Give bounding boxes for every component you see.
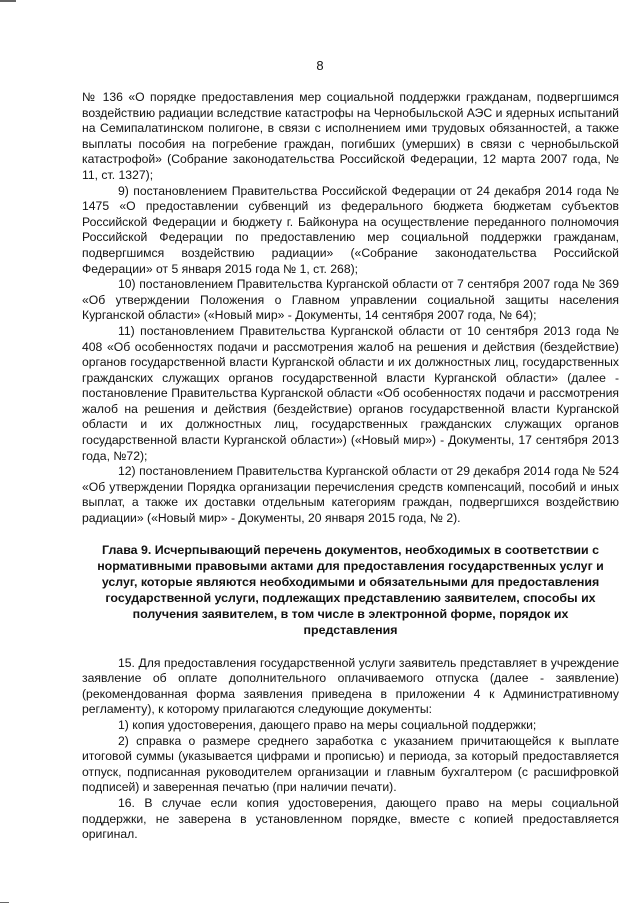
paragraph: 1) копия удостоверения, дающего право на меры социальной поддержки; bbox=[118, 718, 537, 732]
document-body bbox=[82, 90, 619, 843]
paragraph: 16. В случае если копия удостоверения, дающего право на меры социальной поддержки, не заверена в установленном порядке, вместе с копией предоставляется оригинал. bbox=[82, 795, 619, 842]
paragraph: 10) постановлением Правительства Курганской области от 7 сентября 2007 года № 369 «Об утверждении Положения о Главном управлении социальной защиты населения Курганской области» («Новый мир» - Документы, 14 сентября 2007 года, № 64); bbox=[82, 277, 619, 323]
paragraph: № 136 «О порядке предоставления мер социальной поддержки гражданам, подвергшимся воздействию радиации вследствие катастрофы на Чернобыльской АЭС и ядерных испытаний на Семипалатинском полигоне, в связи с исполнением ими трудовых обязанностей, а также выплаты пособия на погребение граждан, погибших (умерших) в связи с чернобыльской катастрофой» (Собрание законодательства Российской Федерации, 12 марта 2007 года, № 11, ст. 1327); bbox=[82, 90, 619, 182]
chapter-heading: Глава 9. Исчерпывающий перечень документов, необходимых в соответствии с нормативными правовыми актами для предоставления государственных услуг и услуг, которые являются необходимыми и обязательными для предоставления государственной услуги, подлежащих представлению заявителем, способы их получения заявителем, в том числе в электронной форме, порядок их представления bbox=[97, 542, 604, 637]
scan-mark-top-left bbox=[0, 0, 16, 2]
page-number: 8 bbox=[316, 58, 324, 73]
scan-mark-bottom-left bbox=[0, 902, 9, 903]
paragraph: 15. Для предоставления государственной услуги заявитель представляет в учреждение заявление об оплате дополнительного оплачиваемого отпуска (далее - заявление) (рекомендованная форма заявления приведена в приложении 4 к Административному регламенту), к которому прилагаются следующие документы: bbox=[82, 655, 619, 717]
paragraph: 11) постановлением Правительства Курганской области от 10 сентября 2013 года № 408 «Об особенностях подачи и рассмотрения жалоб на решения и действия (бездействие) органов государственной власти Курганской области и их должностных лиц, государственных гражданских служащих органов государственной власти Курганской области» (далее - постановление Правительства Курганской области «Об особенностях подачи и рассмотрения жалоб на решения и действия (бездействие) органов государственной власти Курганской области и их должностных лиц, государственных гражданских служащих органов государственной власти Курганской области») («Новый мир») - Документы, 17 сентября 2013 года, №72); bbox=[82, 323, 619, 463]
paragraph: 2) справка о размере среднего заработка с указанием причитающейся к выплате итоговой суммы (указывается цифрами и прописью) и периода, за который предоставляется отпуск, подписанная руководителем организации и главным бухгалтером (с расшифровкой подписей) и заверенная печатью (при наличии печати). bbox=[82, 733, 619, 795]
paragraph: 12) постановлением Правительства Курганской области от 29 декабря 2014 года № 524 «Об утверждении Порядка организации перечисления средств компенсаций, пособий и иных выплат, а также их доставки отдельным категориям граждан, подвергшихся воздействию радиации» («Новый мир» - Документы, 20 января 2015 года, № 2). bbox=[82, 464, 619, 526]
paragraph: 9) постановлением Правительства Российской Федерации от 24 декабря 2014 года № 1475 «О предоставлении субвенций из федерального бюджета бюджетам субъектов Российской Федерации и бюджету г. Байконура на осуществление переданного полномочия Российской Федерации по предоставлению мер социальной поддержки гражданам, подвергшимся воздействию радиации» («Собрание законодательства Российской Федерации» от 5 января 2015 года № 1, ст. 268); bbox=[82, 183, 619, 276]
